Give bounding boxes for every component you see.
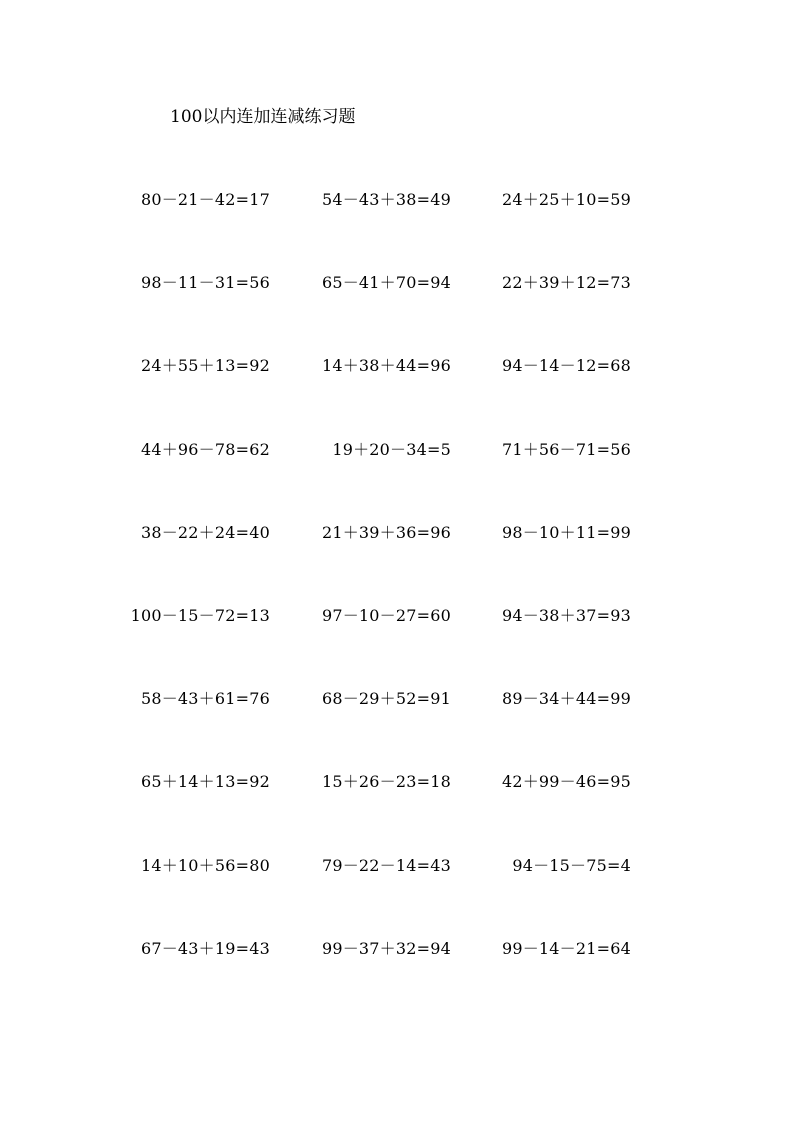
problem-item: 94－14－12=68: [501, 356, 631, 376]
problem-row: [0, 604, 794, 687]
problem-item: 38－22＋24=40: [140, 522, 270, 542]
problem-item: 14＋38＋44=96: [321, 356, 451, 376]
problem-item: 19＋20－34=5: [332, 439, 451, 459]
problem-item: 24＋25＋10=59: [501, 190, 631, 209]
problem-item: 100－15－72=13: [130, 605, 270, 625]
problem-item: 99－37＋32=94: [321, 938, 451, 958]
problem-item: 98－10＋11=99: [501, 522, 631, 542]
problem-row: [0, 770, 794, 853]
problem-item: 89－34＋44=99: [501, 689, 631, 709]
problem-item: 14＋10＋56=80: [140, 855, 270, 875]
problem-item: 15＋26－23=18: [321, 772, 451, 792]
problem-item: 44＋96－78=62: [140, 439, 270, 459]
problem-item: 99－14－21=64: [501, 938, 631, 958]
problem-row: [0, 521, 794, 604]
problem-item: 94－38＋37=93: [501, 605, 631, 625]
problem-item: 80－21－42=17: [140, 190, 270, 209]
problem-item: 94－15－75=4: [512, 855, 631, 875]
problem-item: 22＋39＋12=73: [501, 273, 631, 293]
problem-item: 65－41＋70=94: [321, 273, 451, 293]
problem-row: [0, 188, 794, 271]
problem-row: [0, 854, 794, 937]
problem-item: 97－10－27=60: [321, 605, 451, 625]
problem-item: 98－11－31=56: [140, 273, 270, 293]
problem-item: 67－43＋19=43: [140, 938, 270, 958]
problem-row: [0, 937, 794, 1020]
problem-item: 21＋39＋36=96: [321, 522, 451, 542]
problem-row: [0, 438, 794, 521]
page-title: 100以内连加连减练习题: [170, 107, 356, 127]
problem-grid: [0, 188, 794, 1020]
problem-item: 24＋55＋13=92: [140, 356, 270, 376]
problem-item: 65＋14＋13=92: [140, 772, 270, 792]
problem-row: [0, 354, 794, 437]
problem-item: 79－22－14=43: [321, 855, 451, 875]
problem-item: 58－43＋61=76: [140, 689, 270, 709]
problem-item: 42＋99－46=95: [501, 772, 631, 792]
problem-item: 71＋56－71=56: [501, 439, 631, 459]
problem-row: [0, 271, 794, 354]
problem-row: [0, 687, 794, 770]
problem-item: 54－43＋38=49: [321, 190, 451, 209]
problem-item: 68－29＋52=91: [321, 689, 451, 709]
